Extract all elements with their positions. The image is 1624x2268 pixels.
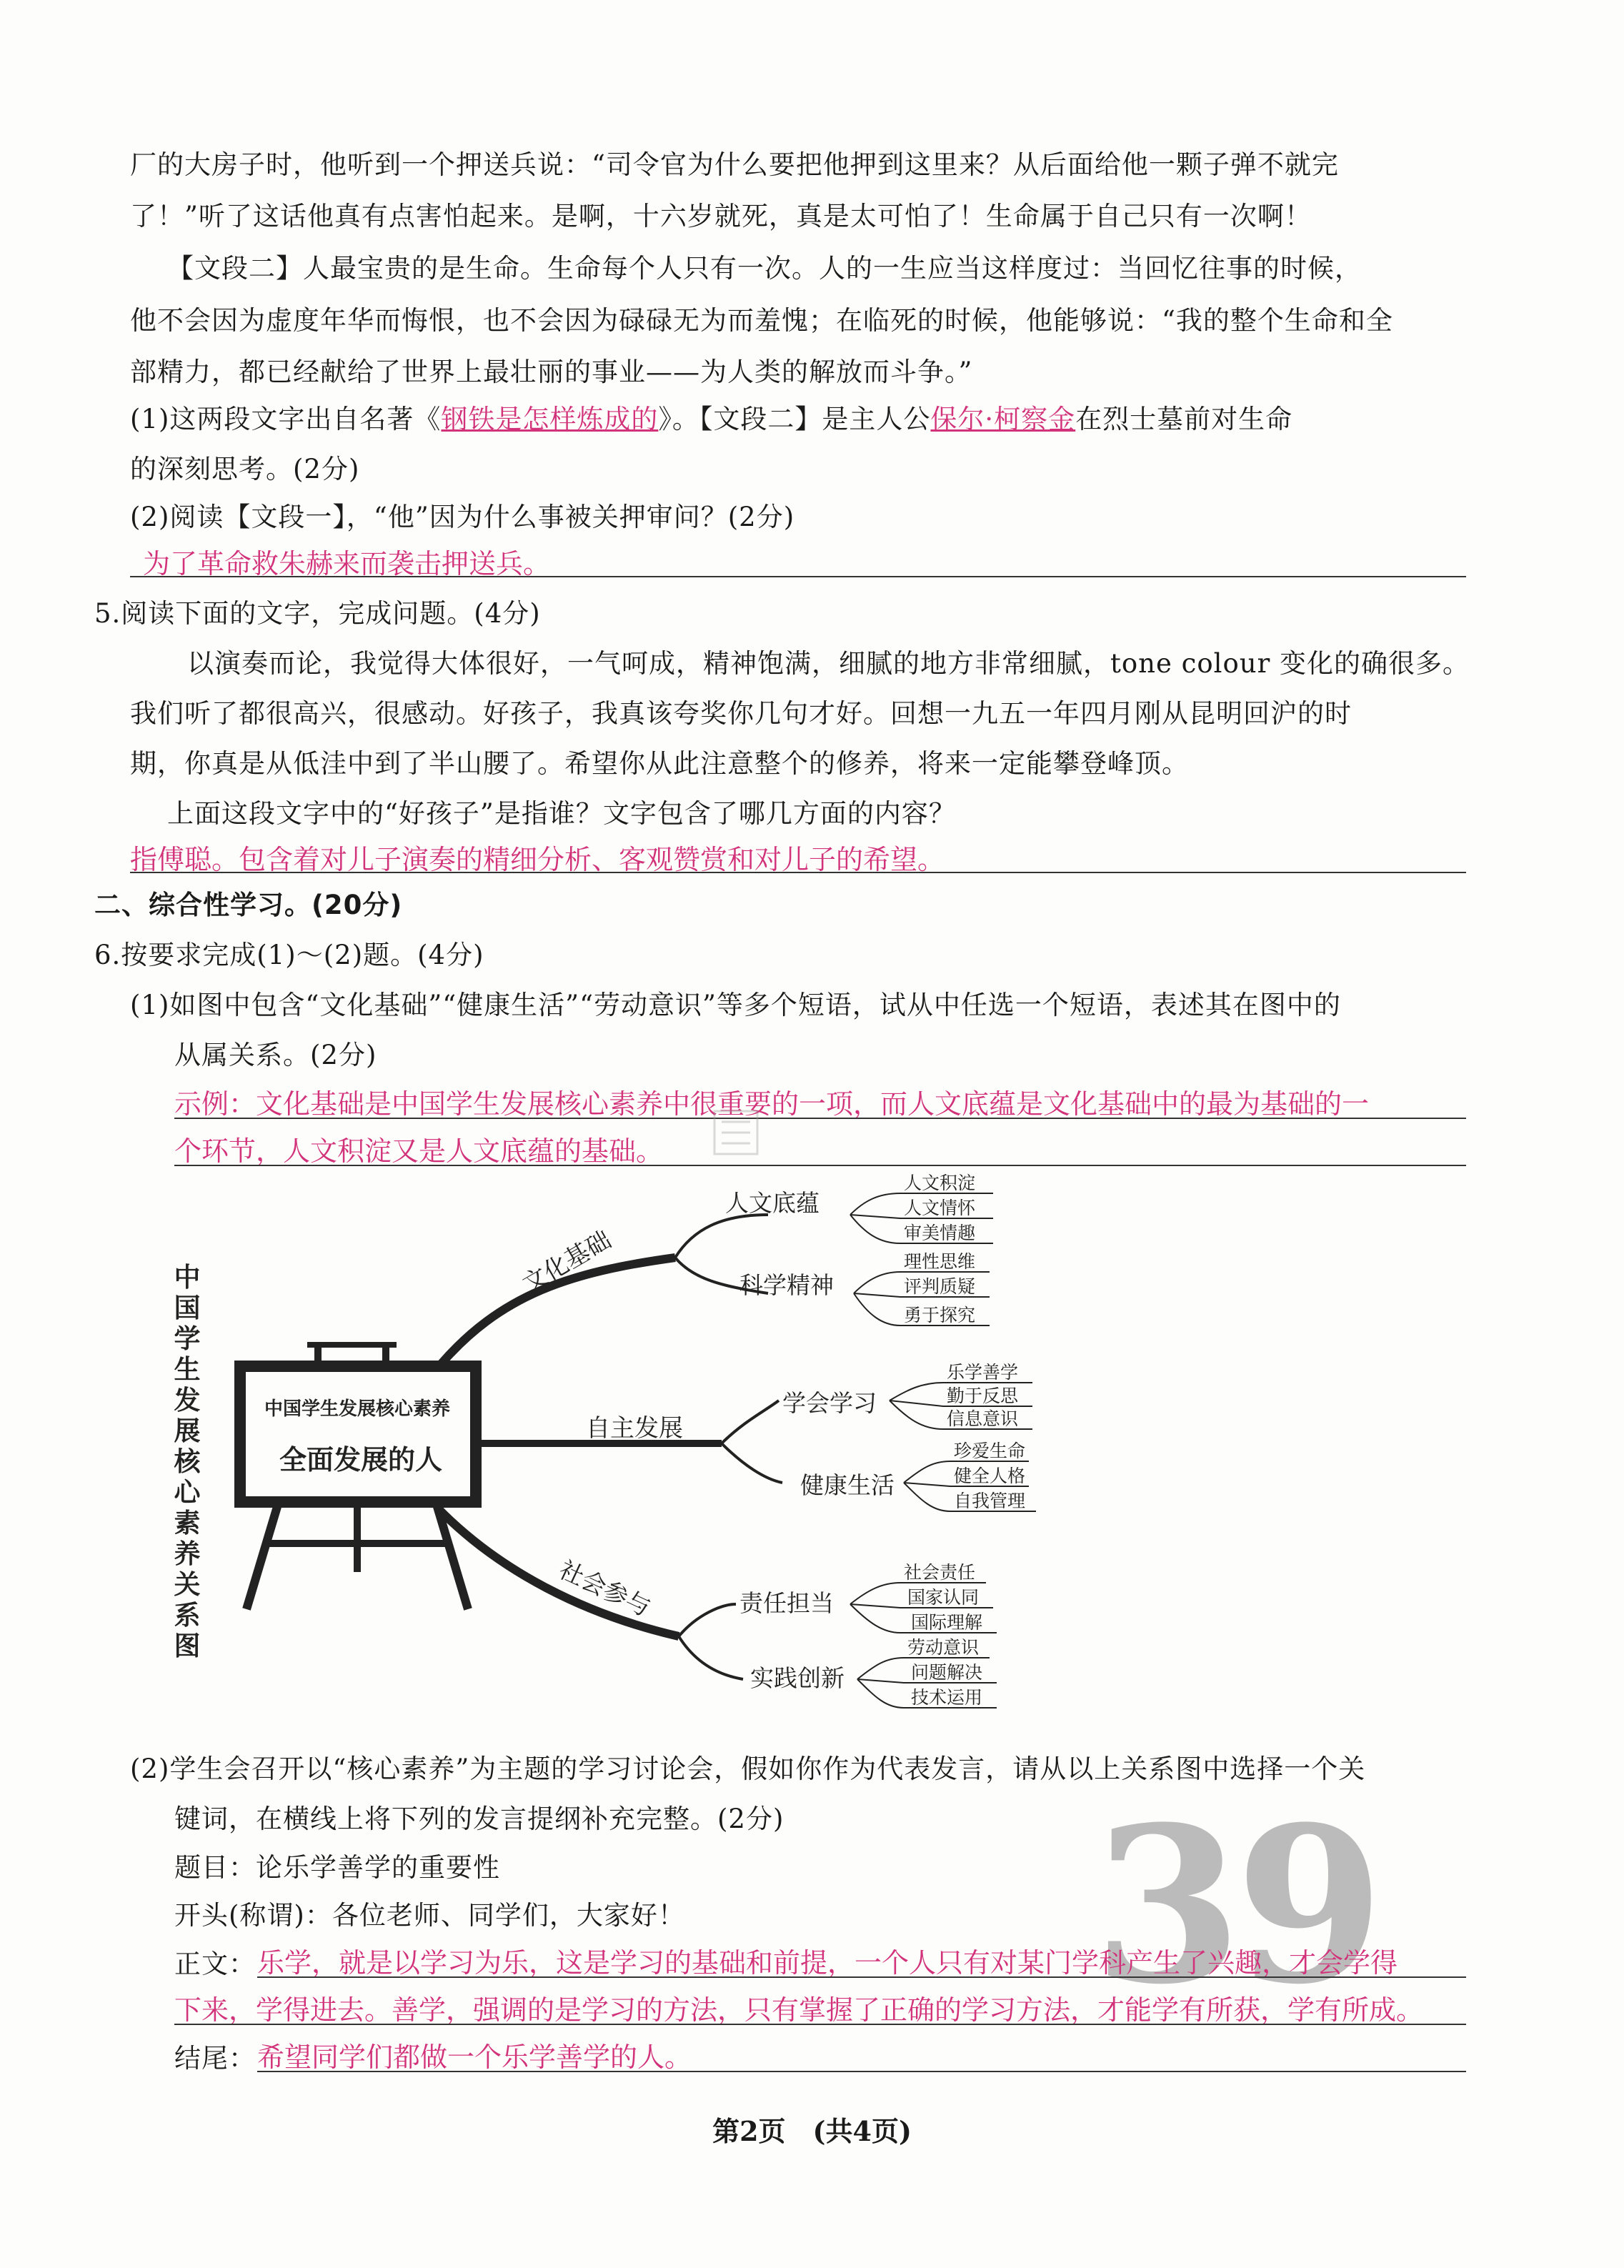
passage-line: 【文段二】人最宝贵的是生命。生命每个人只有一次。人的一生应当这样度过：当回忆往事的时候， xyxy=(167,253,1362,284)
answer-line xyxy=(174,2024,1466,2025)
leaf-label: 人文情怀 xyxy=(904,1198,976,1218)
q5-passage: 期，你真是从低洼中到了半山腰了。希望你从此注意整个的修养，将来一定能攀登峰顶。 xyxy=(130,748,1189,779)
svg-text:核: 核 xyxy=(174,1446,201,1477)
q6-sub1: (1)如图中包含“文化基础”“健康生活”“劳动意识”等多个短语，试从中任选一个短语，表述其在图中的 xyxy=(130,990,1341,1020)
sub-label: 健康生活 xyxy=(800,1471,895,1499)
q4-answer-book: 钢铁是怎样炼成的 xyxy=(441,404,659,434)
q6-title: 6.按要求完成(1)～(2)题。(4分) xyxy=(94,940,484,970)
q6-body-answer: 下来，学得进去。善学，强调的是学习的方法，只有掌握了正确的学习方法，才能学有所获，学有所成。 xyxy=(174,1994,1424,2026)
diagram-vertical-title xyxy=(174,1262,202,1661)
sub-label: 学会学习 xyxy=(782,1389,877,1417)
q6-topic: 题目：论乐学善学的重要性 xyxy=(174,1852,500,1883)
leaf-label: 劳动意识 xyxy=(907,1637,980,1658)
answer-line xyxy=(257,1976,1466,1978)
q4-answer-hero: 保尔·柯察金 xyxy=(930,404,1076,434)
section-heading: 二、综合性学习。(20分) xyxy=(94,890,403,920)
leaf-label: 乐学善学 xyxy=(947,1362,1019,1383)
board-center: 全面发展的人 xyxy=(279,1444,443,1476)
leaf-label: 珍爱生命 xyxy=(954,1441,1026,1461)
leaf-label: 勤于反思 xyxy=(947,1386,1019,1406)
leaf-label: 问题解决 xyxy=(911,1662,983,1683)
sub-label: 责任担当 xyxy=(739,1589,834,1617)
sub-line xyxy=(722,1443,782,1483)
leaf-label: 社会责任 xyxy=(904,1562,976,1583)
leaf-label: 健全人格 xyxy=(954,1466,1026,1486)
answer-line xyxy=(257,2071,1466,2072)
q6-sub1-answer: 个环节，人文积淀又是人文底蕴的基础。 xyxy=(174,1135,664,1167)
leaf-label: 国际理解 xyxy=(911,1612,983,1633)
svg-text:展: 展 xyxy=(174,1416,201,1446)
q6-sub1-answer: 示例：文化基础是中国学生发展核心素养中很重要的一项，而人文底蕴是文化基础中的最为基础的一 xyxy=(174,1088,1370,1120)
svg-text:学: 学 xyxy=(174,1323,201,1354)
svg-text:素: 素 xyxy=(174,1508,201,1538)
q6-sub2-l2: 键词，在横线上将下列的发言提纲补充完整。(2分) xyxy=(174,1804,784,1834)
q6-ending-answer: 希望同学们都做一个乐学善学的人。 xyxy=(257,2041,692,2073)
q5-question: 上面这段文字中的“好孩子”是指谁？文字包含了哪几方面的内容？ xyxy=(167,798,956,829)
q6-opening: 开头(称谓)：各位老师、同学们，大家好！ xyxy=(174,1900,685,1931)
q4-sub2-answer: 为了革命救朱赫来而袭击押送兵。 xyxy=(143,548,551,580)
q5-passage: 我们听了都很高兴，很感动。好孩子，我真该夸奖你几句才好。回想一九五一年四月刚从昆明回沪的时 xyxy=(130,698,1352,729)
passage-line: 他不会因为虚度年华而悔恨，也不会因为碌碌无为而羞愧；在临死的时候，他能够说：“我的整个生命和全 xyxy=(130,305,1393,336)
q6-sub2: (2)学生会召开以“核心素养”为主题的学习讨论会，假如你作为代表发言，请从以上关系图中选择一个关 xyxy=(130,1754,1366,1784)
page-footer: 第2页 (共4页) xyxy=(712,2115,912,2147)
q6-body-answer: 乐学，就是以学习为乐，这是学习的基础和前提，一个人只有对某门学科产生了兴趣，才会学得 xyxy=(257,1947,1398,1979)
page-number-watermark: 39 xyxy=(1093,1779,1378,2031)
svg-text:发: 发 xyxy=(174,1385,201,1416)
sub-label: 科学精神 xyxy=(739,1271,834,1299)
branch-label: 社会参与 xyxy=(554,1555,655,1623)
q5-passage: 以演奏而论，我觉得大体很好，一气呵成，精神饱满，细腻的地方非常细腻，tone colour 变化的确很多。 xyxy=(187,648,1470,679)
leaf-label: 国家认同 xyxy=(907,1587,980,1608)
svg-text:国: 国 xyxy=(174,1293,201,1323)
sub-label: 实践创新 xyxy=(750,1664,845,1692)
leaf-label: 技术运用 xyxy=(911,1687,983,1708)
q4-sub1-line2: 的深刻思考。(2分) xyxy=(130,454,360,484)
sub-label: 人文底蕴 xyxy=(725,1189,820,1217)
leaf-label: 人文积淀 xyxy=(904,1173,976,1193)
svg-text:生: 生 xyxy=(174,1354,201,1385)
q5-answer: 指傅聪。包含着对儿子演奏的精细分析、客观赞赏和对儿子的希望。 xyxy=(130,844,945,875)
svg-text:系: 系 xyxy=(174,1600,201,1631)
q4-sub2: (2)阅读【文段一】，“他”因为什么事被关押审问？(2分) xyxy=(130,502,795,532)
sub-line xyxy=(675,1215,768,1258)
q4-sub1: (1)这两段文字出自名著《钢铁是怎样炼成的》。【文段二】是主人公保尔·柯察金在烈士墓前对生命 xyxy=(130,404,1293,434)
passage-line: 了！”听了这话他真有点害怕起来。是啊，十六岁就死，真是太可怕了！生命属于自己只有一次啊！ xyxy=(130,201,1312,232)
svg-text:养: 养 xyxy=(174,1538,201,1569)
q6-ending-label: 结尾： xyxy=(174,2043,256,2074)
leaf-label: 自我管理 xyxy=(954,1491,1026,1511)
q6-body-label: 正文： xyxy=(174,1949,256,1979)
leaf-label: 勇于探究 xyxy=(904,1305,976,1326)
branch-label: 文化基础 xyxy=(517,1225,617,1299)
leaf-label: 审美情趣 xyxy=(904,1223,976,1243)
svg-text:心: 心 xyxy=(174,1477,201,1508)
leaf-label: 理性思维 xyxy=(904,1251,976,1272)
sub-line xyxy=(722,1401,779,1443)
svg-text:关: 关 xyxy=(174,1569,201,1600)
board-title: 中国学生发展核心素养 xyxy=(264,1398,451,1420)
q6-sub1-l2: 从属关系。(2分) xyxy=(174,1040,377,1070)
q5-title: 5.阅读下面的文字，完成问题。(4分) xyxy=(94,598,541,629)
leaf-label: 信息意识 xyxy=(947,1408,1019,1429)
branch-label: 自主发展 xyxy=(586,1414,683,1443)
svg-text:中: 中 xyxy=(174,1262,201,1293)
svg-text:图: 图 xyxy=(174,1631,201,1661)
sub-line xyxy=(679,1604,736,1636)
sub-line xyxy=(679,1636,743,1679)
leaf-label: 评判质疑 xyxy=(904,1276,976,1297)
easel xyxy=(240,1342,476,1609)
passage-line: 厂的大房子时，他听到一个押送兵说：“司令官为什么要把他押到这里来？从后面给他一颗子弹不就完 xyxy=(130,149,1339,180)
passage-line: 部精力，都已经献给了世界上最壮丽的事业——为人类的解放而斗争。” xyxy=(130,357,973,387)
